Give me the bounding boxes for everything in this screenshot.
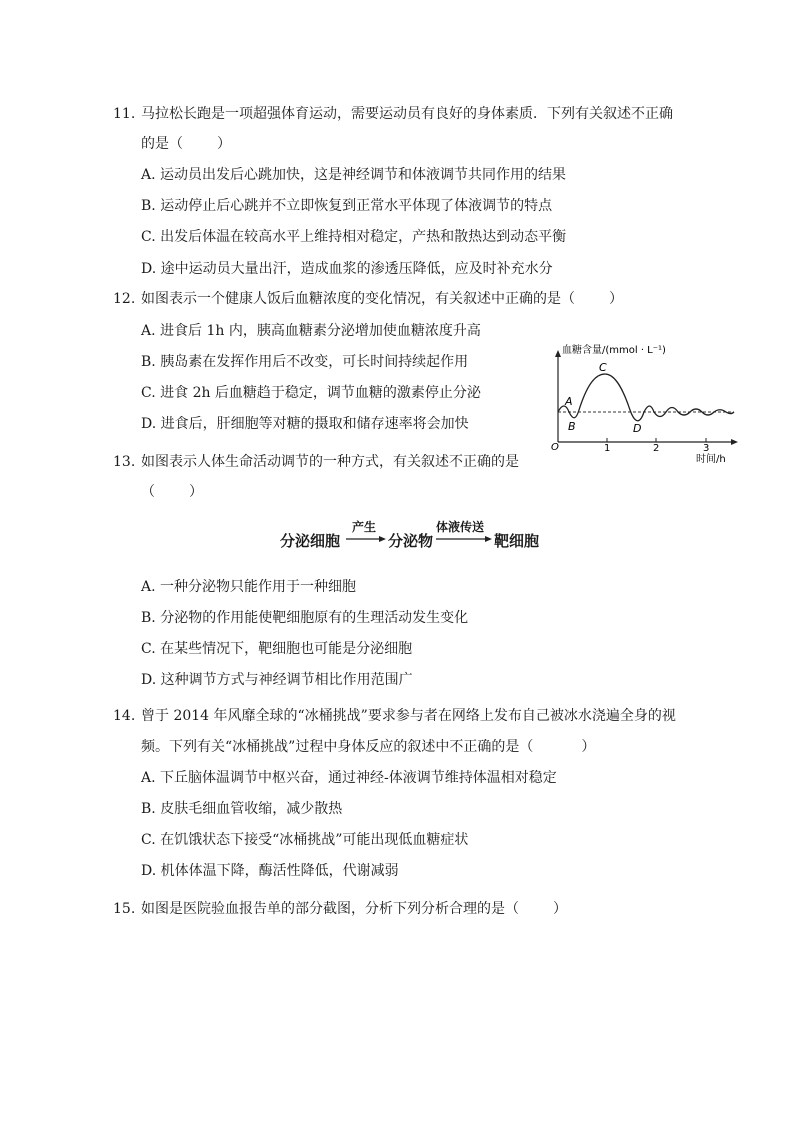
graph-tick-label-3: 3: [703, 443, 710, 454]
q13-paren-open: （: [141, 484, 155, 500]
q13-option-d: D. 这种调节方式与神经调节相比作用范围广: [141, 672, 413, 688]
q13-option-a: A. 一种分泌物只能作用于一种细胞: [141, 579, 357, 595]
q14-stem-line2: [141, 737, 595, 757]
graph-x-label: 时间/h: [696, 454, 726, 465]
q12-stem-line1: [141, 289, 623, 309]
graph-glucose-curve: [558, 374, 734, 421]
q12-stem-text: 如图表示一个健康人饭后血糖浓度的变化情况，有关叙述中正确的是（: [141, 291, 575, 307]
flow-node-secretory-cell: 分泌细胞: [280, 532, 341, 550]
graph-y-label: 血糖含量/(mmol · L⁻¹): [562, 345, 666, 356]
graph-point-c: C: [599, 361, 607, 374]
q11-option-b: B. 运动停止后心跳并不立即恢复到正常水平体现了体液调节的特点: [141, 198, 553, 214]
q15-number: 15.: [113, 901, 136, 917]
flow-arrow1-icon: [346, 534, 386, 544]
q14-option-a: A. 下丘脑体温调节中枢兴奋，通过神经-体液调节维持体温相对稳定: [141, 770, 557, 786]
flow-node-target-cell: 靶细胞: [494, 532, 540, 550]
q12-paren-close: ）: [609, 291, 623, 307]
q11-stem-line2: [141, 134, 231, 154]
q14-option-b: B. 皮肤毛细血管收缩，减少散热: [141, 801, 343, 817]
q12-option-c: C. 进食 2h 后血糖趋于稳定，调节血糖的激素停止分泌: [141, 385, 481, 401]
q15-paren-close: ）: [553, 901, 567, 917]
regulation-flow-diagram: [280, 520, 550, 552]
q11-option-a: A. 运动员出发后心跳加快，这是神经调节和体液调节共同作用的结果: [141, 167, 567, 183]
q15-stem-line1: [141, 899, 567, 919]
q11-option-c: C. 出发后体温在较高水平上维持相对稳定，产热和散热达到动态平衡: [141, 229, 567, 245]
q14-option-d: D. 机体体温下降，酶活性降低，代谢减弱: [141, 863, 399, 879]
q14-stem-line1: 曾于 2014 年风靡全球的“冰桶挑战”要求参与者在网络上发布自己被冰水浇遍全身的视: [141, 708, 676, 724]
q12-option-a: A. 进食后 1h 内，胰高血糖素分泌增加使血糖浓度升高: [141, 323, 481, 339]
graph-point-a: A: [565, 395, 573, 408]
q14-stem-text: 频。下列有关“冰桶挑战”过程中身体反应的叙述中不正确的是（: [141, 739, 534, 755]
q11-paren-close: ）: [217, 136, 231, 152]
graph-origin: O: [551, 442, 559, 453]
graph-point-d: D: [633, 422, 642, 435]
q13-stem-line1: 如图表示人体生命活动调节的一种方式，有关叙述不正确的是: [141, 454, 519, 470]
graph-tick-label-2: 2: [653, 443, 660, 454]
graph-x-arrow: [731, 439, 738, 445]
q13-number: 13.: [113, 454, 136, 470]
q12-option-b: B. 胰岛素在发挥作用后不改变，可长时间持续起作用: [141, 354, 469, 370]
graph-point-b: B: [568, 420, 576, 433]
flow-arrow2-icon: [436, 534, 492, 544]
flow-arrow2-label: 体液传送: [436, 520, 485, 534]
q14-option-c: C. 在饥饿状态下接受“冰桶挑战”可能出现低血糖症状: [141, 832, 469, 848]
q15-stem-text: 如图是医院验血报告单的部分截图，分析下列分析合理的是（: [141, 901, 519, 917]
q12-option-d: D. 进食后，肝细胞等对糖的摄取和储存速率将会加快: [141, 416, 469, 432]
blood-glucose-graph: [548, 338, 738, 468]
q11-option-d: D. 途中运动员大量出汗，造成血浆的渗透压降低，应及时补充水分: [141, 261, 553, 277]
q13-option-c: C. 在某些情况下，靶细胞也可能是分泌细胞: [141, 641, 413, 657]
flow-node-secretion: 分泌物: [388, 532, 434, 550]
q11-number: 11.: [113, 106, 136, 122]
graph-y-arrow: [555, 350, 561, 357]
q12-number: 12.: [113, 291, 136, 307]
q14-paren-close: ）: [581, 739, 596, 755]
q11-stem-text: 的是（: [141, 136, 183, 152]
q14-number: 14.: [113, 708, 136, 724]
q11-stem-line1: 马拉松长跑是一项超强体育运动，需要运动员有良好的身体素质．下列有关叙述不正确: [141, 106, 673, 122]
q13-paren-close: ）: [189, 484, 203, 500]
q13-stem-line2: [141, 482, 203, 502]
graph-tick-label-1: 1: [604, 443, 611, 454]
q13-option-b: B. 分泌物的作用能使靶细胞原有的生理活动发生变化: [141, 610, 469, 626]
flow-arrow1-label: 产生: [352, 520, 377, 534]
